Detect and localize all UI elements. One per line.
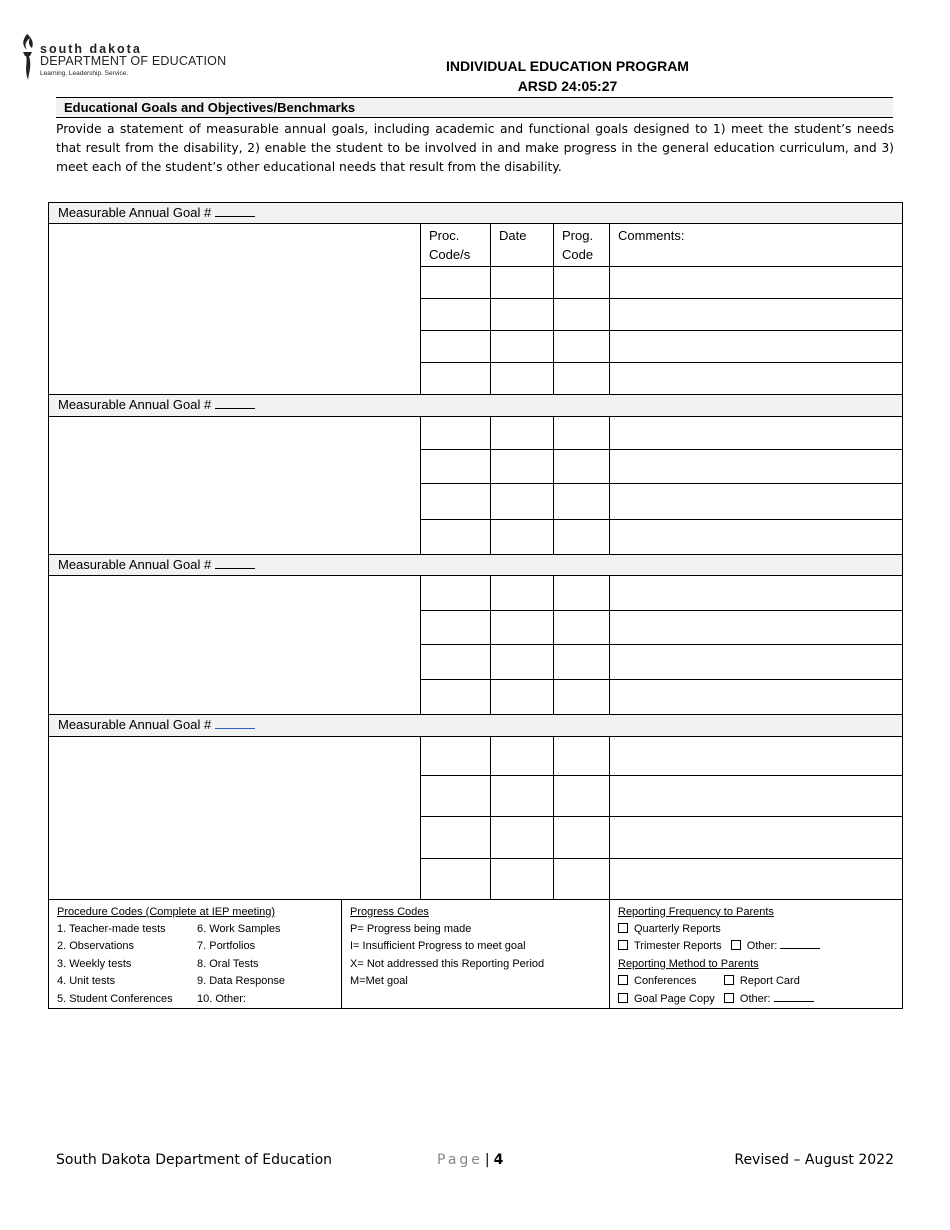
quarterly-reports-label: Quarterly Reports: [634, 922, 721, 935]
logo-line-1: south dakota: [40, 42, 142, 56]
report-card-label: Report Card: [739, 975, 800, 988]
date-cell[interactable]: [491, 645, 554, 680]
goal-table: [48, 555, 903, 716]
conferences-checkbox[interactable]: [618, 975, 628, 985]
progress-code-item: X= Not addressed this Reporting Period: [350, 957, 545, 970]
date-cell[interactable]: [491, 363, 554, 395]
method-other-field[interactable]: [774, 991, 814, 1002]
goal-header: [49, 715, 903, 736]
date-cell[interactable]: [491, 680, 554, 715]
goal-table: [48, 395, 903, 555]
document-subtitle: ARSD 24:05:27: [517, 78, 618, 94]
comments-cell[interactable]: [610, 449, 903, 483]
date-cell[interactable]: [491, 483, 554, 519]
document-title: INDIVIDUAL EDUCATION PROGRAM: [446, 58, 689, 74]
goal-number-field[interactable]: [215, 396, 255, 409]
footer-revision: Revised – August 2022: [734, 1152, 894, 1168]
codes-legend: [48, 900, 903, 1009]
proc-code-cell[interactable]: [421, 267, 491, 299]
comments-cell[interactable]: [610, 611, 903, 645]
col-header-prog-code: Prog. Code: [554, 224, 610, 267]
quarterly-reports-checkbox[interactable]: [618, 923, 628, 933]
goal-page-copy-checkbox[interactable]: [618, 993, 628, 1003]
procedure-code-item: 2. Observations: [57, 940, 135, 953]
comments-cell[interactable]: [610, 680, 903, 715]
progress-codes-box: [342, 900, 610, 1009]
proc-code-cell[interactable]: [421, 775, 491, 816]
prog-code-cell[interactable]: [554, 416, 610, 449]
footer-organization: South Dakota Department of Education: [56, 1152, 333, 1168]
comments-cell[interactable]: [610, 299, 903, 331]
goal-table: [48, 715, 903, 900]
date-cell[interactable]: [491, 267, 554, 299]
date-cell[interactable]: [491, 416, 554, 449]
goals-container: [48, 202, 902, 1009]
prog-code-cell[interactable]: [554, 858, 610, 899]
page-indicator: [437, 1152, 503, 1168]
logo-tagline: Learning. Leadership. Service.: [40, 70, 129, 77]
col-header-date: Date: [491, 224, 554, 267]
comments-cell[interactable]: [610, 816, 903, 858]
progress-code-item: M=Met goal: [350, 975, 408, 988]
progress-code-item: P= Progress being made: [350, 922, 472, 935]
sd-doe-logo: [18, 32, 233, 84]
procedure-code-item: 4. Unit tests: [57, 975, 116, 988]
proc-code-cell[interactable]: [421, 680, 491, 715]
goal-text-area[interactable]: [49, 416, 421, 554]
conferences-label: Conferences: [634, 975, 697, 988]
procedure-code-item: 10. Other:: [197, 992, 246, 1005]
frequency-other-label: Other:: [746, 940, 778, 953]
comments-cell[interactable]: [610, 775, 903, 816]
comments-cell[interactable]: [610, 576, 903, 611]
report-card-checkbox[interactable]: [724, 975, 734, 985]
date-cell[interactable]: [491, 775, 554, 816]
proc-code-cell[interactable]: [421, 416, 491, 449]
page-separator: |: [484, 1152, 490, 1168]
proc-code-cell[interactable]: [421, 331, 491, 363]
prog-code-cell[interactable]: [554, 680, 610, 715]
proc-code-cell[interactable]: [421, 858, 491, 899]
goal-number-field[interactable]: [215, 556, 255, 569]
procedure-codes-title: Procedure Codes (Complete at IEP meeting): [57, 905, 276, 918]
date-cell[interactable]: [491, 576, 554, 611]
comments-cell[interactable]: [610, 331, 903, 363]
comments-cell[interactable]: [610, 519, 903, 554]
proc-code-cell[interactable]: [421, 483, 491, 519]
goal-label: Measurable Annual Goal #: [58, 717, 212, 732]
prog-code-cell[interactable]: [554, 483, 610, 519]
proc-code-cell[interactable]: [421, 363, 491, 395]
prog-code-cell[interactable]: [554, 736, 610, 775]
goal-label: Measurable Annual Goal #: [58, 397, 212, 412]
comments-cell[interactable]: [610, 267, 903, 299]
proc-code-cell[interactable]: [421, 816, 491, 858]
logo-line-2: DEPARTMENT OF EDUCATION: [40, 54, 227, 68]
goal-text-area[interactable]: [49, 224, 421, 395]
goal-number-field[interactable]: [215, 204, 255, 217]
procedure-code-item: 1. Teacher-made tests: [57, 922, 166, 935]
proc-code-cell[interactable]: [421, 611, 491, 645]
date-cell[interactable]: [491, 736, 554, 775]
goal-header: [49, 555, 903, 576]
date-cell[interactable]: [491, 449, 554, 483]
prog-code-cell[interactable]: [554, 449, 610, 483]
trimester-reports-checkbox[interactable]: [618, 940, 628, 950]
prog-code-cell[interactable]: [554, 331, 610, 363]
method-other-label: Other:: [739, 992, 771, 1005]
goal-header: [49, 203, 903, 224]
date-cell[interactable]: [491, 611, 554, 645]
comments-cell[interactable]: [610, 858, 903, 899]
date-cell[interactable]: [491, 519, 554, 554]
date-cell[interactable]: [491, 299, 554, 331]
date-cell[interactable]: [491, 816, 554, 858]
section-intro: Provide a statement of measurable annual goals, including academic and functional goals designed to 1) meet the student’s needs that result from the disability, 2) enable the student to be involved in and make progress in the general education curriculum, and 3) meet each of the student’s other educational needs that result from the disability.: [56, 122, 894, 174]
goal-label: Measurable Annual Goal #: [58, 205, 212, 220]
comments-cell[interactable]: [610, 416, 903, 449]
document-title-block: [380, 56, 755, 96]
goal-text-area[interactable]: [49, 736, 421, 899]
reporting-method-title: Reporting Method to Parents: [618, 957, 759, 970]
frequency-other-field[interactable]: [780, 938, 820, 949]
progress-code-item: I= Insufficient Progress to meet goal: [350, 940, 526, 953]
reporting-box: [610, 900, 903, 1009]
prog-code-cell[interactable]: [554, 299, 610, 331]
goal-number-field[interactable]: [215, 716, 255, 729]
page-number: 4: [493, 1152, 504, 1168]
procedure-code-item: 3. Weekly tests: [57, 957, 132, 970]
section-title: Educational Goals and Objectives/Benchmarks: [56, 97, 893, 118]
procedure-codes-box: [49, 900, 342, 1009]
goal-text-area[interactable]: [49, 576, 421, 715]
procedure-code-item: 9. Data Response: [197, 975, 286, 988]
comments-cell[interactable]: [610, 736, 903, 775]
prog-code-cell[interactable]: [554, 363, 610, 395]
goal-header: [49, 395, 903, 416]
procedure-code-item: 7. Portfolios: [197, 940, 256, 953]
reporting-frequency-title: Reporting Frequency to Parents: [618, 905, 774, 918]
date-cell[interactable]: [491, 331, 554, 363]
procedure-code-item: 5. Student Conferences: [57, 992, 173, 1005]
torch-logo-icon: [18, 32, 38, 82]
proc-code-cell[interactable]: [421, 519, 491, 554]
procedure-code-item: 8. Oral Tests: [197, 957, 259, 970]
col-header-comments: Comments:: [610, 224, 903, 267]
col-header-proc-code: Proc. Code/s: [421, 224, 491, 267]
prog-code-cell[interactable]: [554, 816, 610, 858]
trimester-reports-label: Trimester Reports: [634, 940, 722, 953]
prog-code-cell[interactable]: [554, 645, 610, 680]
comments-cell[interactable]: [610, 483, 903, 519]
method-other-checkbox[interactable]: [724, 993, 734, 1003]
frequency-other-checkbox[interactable]: [731, 940, 741, 950]
goal-page-copy-label: Goal Page Copy: [634, 992, 715, 1005]
comments-cell[interactable]: [610, 645, 903, 680]
prog-code-cell[interactable]: [554, 576, 610, 611]
prog-code-cell[interactable]: [554, 267, 610, 299]
goal-label: Measurable Annual Goal #: [58, 556, 212, 572]
proc-code-cell[interactable]: [421, 645, 491, 680]
progress-codes-title: Progress Codes: [350, 905, 429, 918]
proc-code-cell[interactable]: [421, 736, 491, 775]
comments-cell[interactable]: [610, 363, 903, 395]
proc-code-cell[interactable]: [421, 449, 491, 483]
page-label: Page: [437, 1152, 483, 1168]
procedure-code-item: 6. Work Samples: [197, 922, 281, 935]
goal-table: [48, 202, 903, 395]
proc-code-cell[interactable]: [421, 576, 491, 611]
prog-code-cell[interactable]: [554, 519, 610, 554]
prog-code-cell[interactable]: [554, 775, 610, 816]
date-cell[interactable]: [491, 858, 554, 899]
prog-code-cell[interactable]: [554, 611, 610, 645]
proc-code-cell[interactable]: [421, 299, 491, 331]
